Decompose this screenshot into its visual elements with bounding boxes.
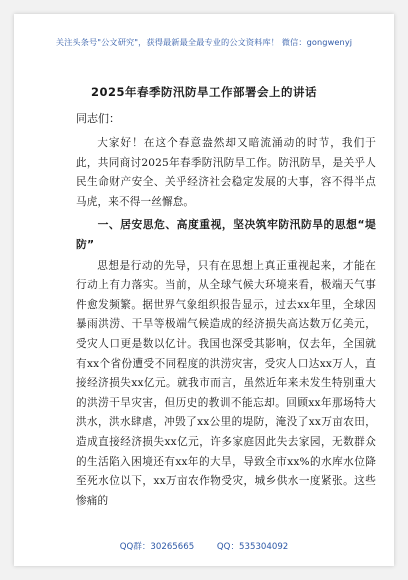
section-heading-1: 一、居安思危、高度重视，坚决筑牢防汛防旱的思想“堤防” [76, 218, 376, 251]
document-page [14, 14, 394, 566]
speech-title: 2025年春季防汛防旱工作部署会上的讲话 [90, 85, 317, 99]
header-promo-note: 关注头条号"公文研究"，获得最新最全最专业的公文资料库！ 微信：gongwenyj [55, 37, 353, 47]
paragraph-intro: 大家好！在这个春意盎然却又暗流涌动的时节，我们于此，共同商讨2025年春季防汛防旱工作。防汛防旱，是关乎人民生命财产安全、关乎经济社会稳定发展的大事，容不得半点马虎，来不得一丝懈怠。 [76, 137, 376, 208]
footer-contact [14, 540, 394, 552]
footer-qq: QQ：535304092 [216, 542, 289, 552]
salutation: 同志们： [76, 112, 120, 125]
footer-qq-group: QQ群：30265665 [119, 542, 195, 552]
speech-body [76, 134, 376, 511]
paragraph-section-1: 思想是行动的先导，只有在思想上真正重视起来，才能在行动上有力落实。当前，从全球气候大环境来看，极端天气事件愈发频繁。据世界气象组织报告显示，过去xx年里，全球因暴雨洪涝、干旱等极端气候造成的经济损失高达数万亿美元，受灾人口更是数以亿计。我国也深受其影响，仅去年，全国就有xx个省份遭受不同程度的洪涝灾害，受灾人口达xx万人，直接经济损失xx亿元。就我市而言，虽然近年来未发生特别重大的洪涝干旱灾害，但历史的教训不能忘却。回顾xx年那场特大洪水，洪水肆虐，冲毁了xx公里的堤防，淹没了xx万亩农田，造成直接经济损失xx亿元，许多家庭因此失去家园，无数群众的生活陷入困境还有xx年的大旱，导致全市xx%的水库水位降至死水位以下，xx万亩农作物受灾，城乡供水一度紧张。这些惨痛的 [76, 259, 376, 507]
